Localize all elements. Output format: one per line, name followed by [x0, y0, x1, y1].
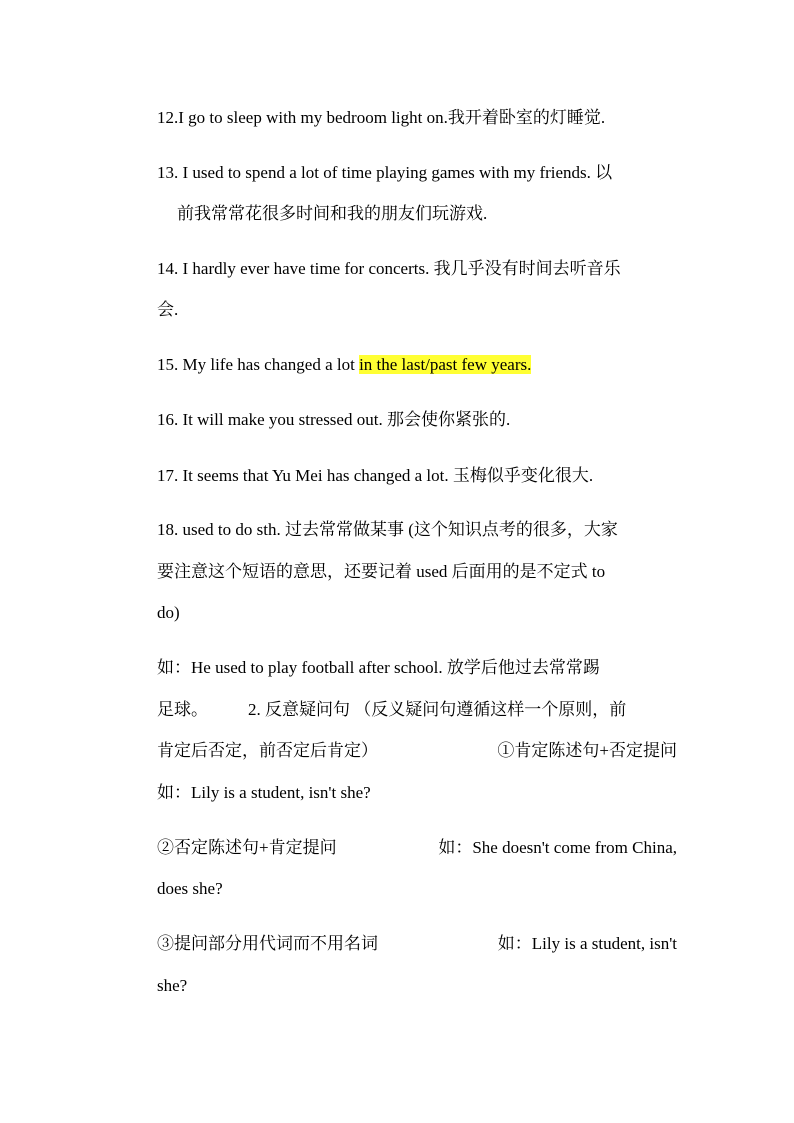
rule3-text-2: she?: [157, 976, 188, 995]
example-text-3b: ①肯定陈述句+否定提问: [497, 741, 677, 760]
example-line4: [157, 782, 677, 804]
sentence-18-text-3: do): [157, 603, 180, 622]
sentence-17-text: 17. It seems that Yu Mei has changed a lot. 玉梅似乎变化很大.: [157, 466, 594, 485]
example-line2: [157, 699, 677, 721]
rule2-text-1a: ②否定陈述句+肯定提问: [157, 838, 337, 857]
sentence-16-text: 16. It will make you stressed out. 那会使你紧张的.: [157, 410, 511, 429]
example-text-2b: 2. 反意疑问句 （反义疑问句遵循这样一个原则，前: [248, 700, 627, 719]
highlighted-phrase: in the last/past few years.: [359, 355, 532, 374]
example-text-3a: 肯定后否定，前否定后肯定）: [157, 741, 378, 760]
sentence-14-text-1: 14. I hardly ever have time for concerts. 我几乎没有时间去听音乐: [157, 259, 621, 278]
example-line1: [157, 657, 677, 679]
sentence-18-text-2: 要注意这个短语的意思，还要记着 used 后面用的是不定式 to: [157, 562, 606, 581]
rule3-text-1a: ③提问部分用代词而不用名词: [157, 934, 378, 953]
sentence-18-line1: [157, 519, 677, 541]
sentence-16: [157, 409, 677, 431]
rule2-line2: [157, 878, 677, 900]
sentence-18-line2: [157, 561, 677, 583]
sentence-13-line1: [157, 162, 677, 184]
rule2-text-2: does she?: [157, 879, 223, 898]
sentence-14-line2: [157, 299, 677, 321]
example-text-1: 如：He used to play football after school. 放学后他过去常常踢: [157, 658, 600, 677]
sentence-15: [157, 354, 677, 376]
sentence-13-line2: [177, 203, 697, 225]
rule3-line1: [157, 933, 677, 955]
sentence-12-text: 12.I go to sleep with my bedroom light on.我开着卧室的灯睡觉.: [157, 108, 606, 127]
example-text-2a: 足球。: [157, 700, 208, 719]
sentence-18-text-1: 18. used to do sth. 过去常常做某事 (这个知识点考的很多，大家: [157, 520, 618, 539]
sentence-13-text-1: 13. I used to spend a lot of time playing games with my friends. 以: [157, 163, 613, 182]
sentence-13-text-2: 前我常常花很多时间和我的朋友们玩游戏.: [177, 204, 488, 223]
example-text-4: 如：Lily is a student, isn't she?: [157, 783, 371, 802]
rule2-text-1b: 如：She doesn't come from China,: [438, 838, 677, 857]
example-line3: [157, 740, 677, 762]
sentence-14-text-2: 会.: [157, 300, 179, 319]
sentence-12: [157, 107, 677, 129]
sentence-14-line1: [157, 258, 677, 280]
rule3-text-1b: 如：Lily is a student, isn't: [497, 934, 677, 953]
sentence-15-prefix: 15. My life has changed a lot: [157, 355, 360, 374]
rule3-line2: [157, 975, 677, 997]
rule2-line1: [157, 837, 677, 859]
sentence-18-line3: [157, 602, 677, 624]
sentence-17: [157, 465, 677, 487]
